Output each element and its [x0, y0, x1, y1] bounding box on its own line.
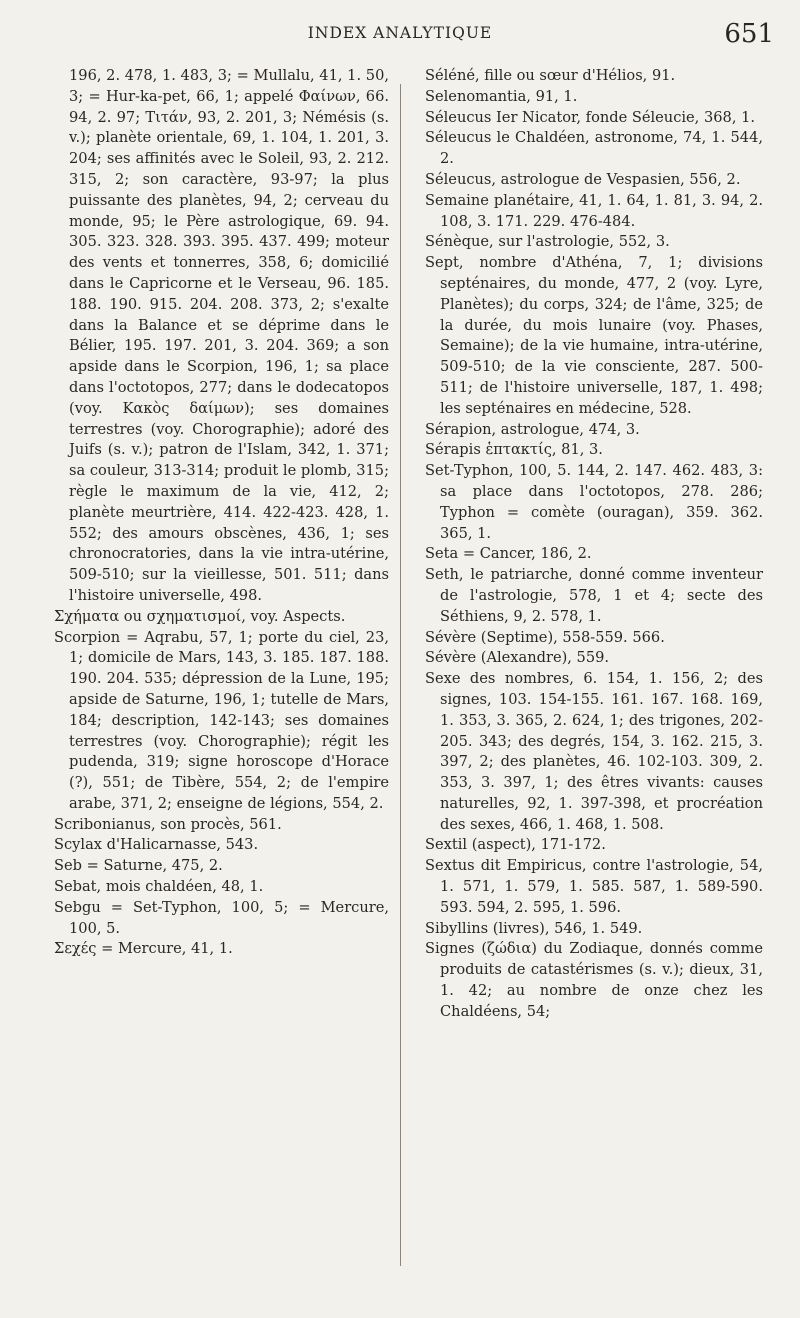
right-column [425, 66, 763, 1023]
left-column [54, 66, 389, 960]
index-entry: Seta = Cancer, 186, 2. [425, 545, 592, 563]
index-entry: Σχήματα ou σχηματισμοί, voy. Aspects. [54, 607, 346, 625]
index-entry: Sénèque, sur l'astrologie, 552, 3. [425, 233, 670, 251]
index-entry: Sextil (aspect), 171-172. [425, 836, 606, 854]
index-entry: Sexe des nombres, 6. 154, 1. 156, 2; des signes, 103. 154-155. 161. 167. 168. 169, 1. 353, 3. 365, 2. 624, 1; des trigones, 202-205. 343; des degrés, 154, 3. 162. 215, 3. 397, 2; des planètes, 46. 102-103. 309, 2. 353, 3. 397, 1; des êtres vivants: causes naturelles, 92, 1. 397-398, et procréation des sexes, 466, 1. 468, 1. 508. [425, 670, 763, 833]
index-entry: Sextus dit Empiricus, contre l'astrologie, 54, 1. 571, 1. 579, 1. 585. 587, 1. 589-590. 593. 594, 2. 595, 1. 596. [425, 857, 763, 916]
index-entry: Sept, nombre d'Athéna, 7, 1; divisions septénaires, du monde, 477, 2 (voy. Lyre, Planètes); du corps, 324; de l'âme, 325; de la durée, du mois lunaire (voy. Phases, Semaine); de la vie humaine, intra-utérine, 509-510; de la vie consciente, 287. 500-511; de l'histoire universelle, 187, 1. 498; les septénaires en médecine, 528. [425, 254, 763, 417]
index-entry: 196, 2. 478, 1. 483, 3; = Mullalu, 41, 1. 50, 3; = Hur-ka-pet, 66, 1; appelé Φαίνων, 66. 94, 2. 97; Τιτάν, 93, 2. 201, 3; Némésis (s. v.); planète orientale, 69, 1. 104, 1. 201, 3. 204; ses affinités avec le Soleil, 93, 2. 212. 315, 2; son caractère, 93-97; la plus puissante des planètes, 94, 2; cerveau du monde, 95; le Père astrologique, 69. 94. 305. 323. 328. 393. 395. 437. 499; moteur des vents et tonnerres, 358, 6; domicilié dans le Capricorne et le Verseau, 96. 185. 188. 190. 915. 204. 208. 373, 2; s'exalte dans la Balance et se déprime dans le Bélier, 195. 197. 201, 3. 204. 369; a son apside dans le Scorpion, 196, 1; sa place dans l'octotopos, 277; dans le dodecatopos (voy. Κακὸς δαίμων); ses domaines terrestres (voy. Chorographie); adoré des Juifs (s. v.); patron de l'Islam, 342, 1. 371; sa couleur, 313-314; produit le plomb, 315; règle le maximum de la vie, 412, 2; planète meurtrière, 414. 422-423. 428, 1. 552; des amours obscènes, 436, 1; ses chronocratories, dans la vie intra-utérine, 509-510; sur la vieillesse, 501. 511; dans l'histoire universelle, 498. [69, 67, 389, 604]
index-entry: Scribonianus, son procès, 561. [54, 815, 282, 833]
index-entry: Sévère (Alexandre), 559. [425, 649, 610, 667]
index-entry: Séleucus le Chaldéen, astronome, 74, 1. 544, 2. [425, 129, 763, 168]
index-entry: Seth, le patriarche, donné comme inventeur de l'astrologie, 578, 1 et 4; secte des Séthiens, 9, 2. 578, 1. [425, 566, 763, 625]
index-entry: Sérapion, astrologue, 474, 3. [425, 420, 640, 438]
index-entry: Sebgu = Set-Typhon, 100, 5; = Mercure, 100, 5. [54, 898, 389, 937]
column-divider [400, 84, 401, 1266]
index-entry: Scorpion = Aqrabu, 57, 1; porte du ciel, 23, 1; domicile de Mars, 143, 3. 185. 187. 188. 190. 204. 535; dépression de la Lune, 195; apside de Saturne, 196, 1; tutelle de Mars, 184; description, 142-143; ses domaines terrestres (voy. Chorographie); régit les pudenda, 319; signe horoscope d'Horace (?), 551; de Tibère, 554, 2; de l'empire arabe, 371, 2; enseigne de légions, 554, 2. [54, 628, 389, 812]
page-header [0, 19, 800, 52]
index-entry: Sebat, mois chaldéen, 48, 1. [54, 878, 264, 896]
index-entry: Σεχές = Mercure, 41, 1. [54, 940, 233, 958]
index-entry: Seb = Saturne, 475, 2. [54, 857, 223, 875]
running-title: INDEX ANALYTIQUE [307, 24, 493, 42]
index-entry: Semaine planétaire, 41, 1. 64, 1. 81, 3. 94, 2. 108, 3. 171. 229. 476-484. [425, 191, 763, 230]
index-entry: Scylax d'Halicarnasse, 543. [54, 836, 259, 854]
index-entry: Sérapis ἑπτακτίς, 81, 3. [425, 441, 603, 459]
index-entry: Séleucus Ier Nicator, fonde Séleucie, 368, 1. [425, 108, 756, 126]
index-entry: Sévère (Septime), 558-559. 566. [425, 628, 665, 646]
index-entry: Signes (ζώδια) du Zodiaque, donnés comme produits de catastérismes (s. v.); dieux, 31, 1. 42; au nombre de onze chez les Chaldéens, 54; [425, 940, 763, 1020]
index-entry: Selenomantia, 91, 1. [425, 87, 578, 105]
index-entry: Sibyllins (livres), 546, 1. 549. [425, 919, 643, 937]
page-number: 651 [724, 19, 774, 49]
index-entry: Set-Typhon, 100, 5. 144, 2. 147. 462. 483, 3: sa place dans l'octotopos, 278. 286; Typhon = comète (ouragan), 359. 362. 365, 1. [425, 462, 763, 542]
index-entry: Séleucus, astrologue de Vespasien, 556, 2. [425, 170, 741, 188]
index-entry: Séléné, fille ou sœur d'Hélios, 91. [425, 67, 676, 84]
